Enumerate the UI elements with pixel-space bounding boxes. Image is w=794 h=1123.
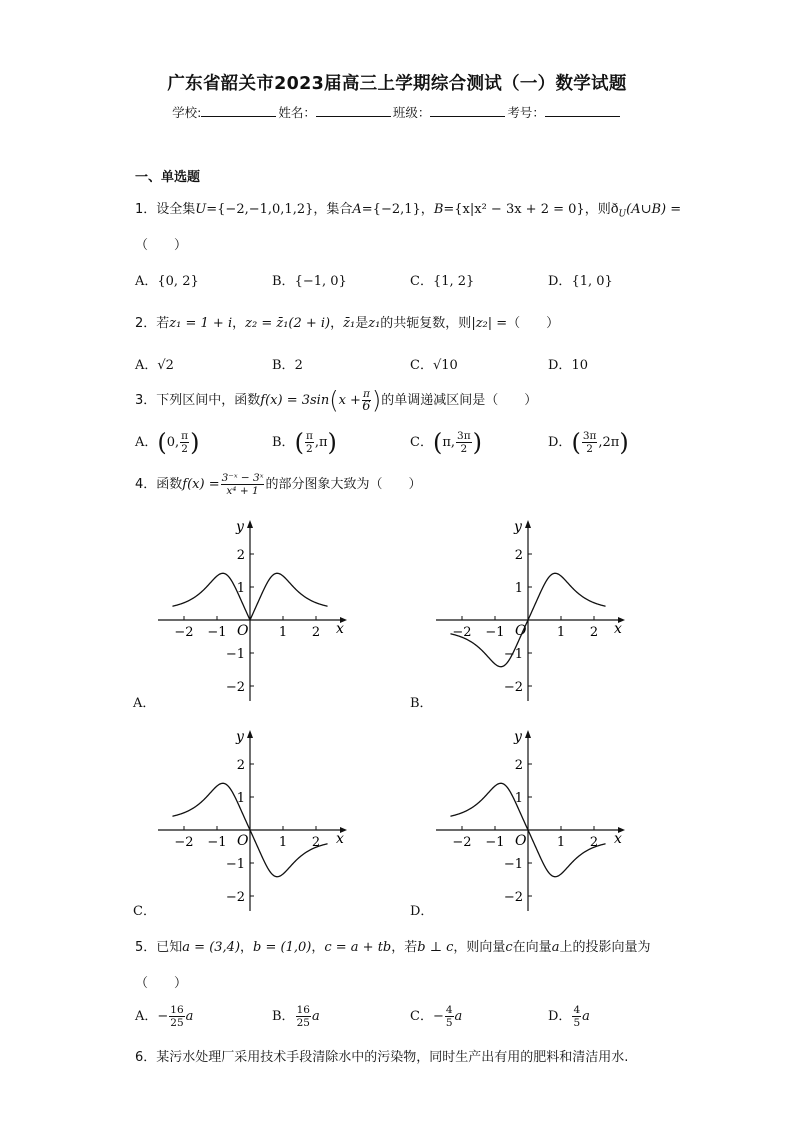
y-tick-label: −2 <box>225 890 245 905</box>
x-tick-label: 1 <box>278 625 288 640</box>
q3-frac-num: π <box>362 388 370 400</box>
x-tick-label: 1 <box>556 625 566 640</box>
q2-sep2: ， <box>330 316 344 331</box>
question-6-stem <box>135 1046 628 1065</box>
q1-option-c[interactable] <box>410 270 474 289</box>
q2-sep: ， <box>232 316 246 331</box>
q3-number: 3． <box>135 393 157 408</box>
q2-option-a[interactable] <box>135 354 174 373</box>
q5-text-2: ，若 <box>391 940 418 955</box>
q3-function: f(x) = 3sin <box>260 393 330 408</box>
x-tick-label: 2 <box>311 835 321 850</box>
x-axis-label: x <box>614 621 622 637</box>
q3-right-paren: ) <box>371 386 382 415</box>
q5-option-b-label: B． <box>272 1009 295 1024</box>
q3-a-num: π <box>181 430 189 442</box>
y-tick-label: 2 <box>514 548 523 563</box>
origin-label: O <box>515 623 527 639</box>
question-4-stem <box>135 472 421 497</box>
q5-option-d-label: D． <box>548 1009 572 1024</box>
x-tick-label: 2 <box>589 625 599 640</box>
q4-frac-num: 3⁻ˣ − 3ˣ <box>221 472 264 484</box>
y-axis-label: y <box>514 729 522 745</box>
q5-a-num: 16 <box>170 1004 184 1016</box>
q2-option-d-label: D． <box>548 358 572 373</box>
q2-option-b-value: 2 <box>294 358 303 373</box>
q5-b-num: 16 <box>296 1004 310 1016</box>
q2-number: 2． <box>135 316 157 331</box>
x-tick-label: −2 <box>174 835 194 850</box>
q3-option-b-label: B． <box>272 435 295 450</box>
q1-option-b[interactable] <box>272 270 347 289</box>
q3-a-left: 0, <box>166 435 180 450</box>
q3-option-c-label: C． <box>410 435 433 450</box>
q4-text-2: 的部分图象大致为（ ） <box>265 477 422 492</box>
q2-option-d[interactable] <box>548 354 588 373</box>
q5-c-vec: a <box>454 1009 463 1024</box>
q3-x: x + <box>338 393 361 408</box>
q5-perp: b ⊥ c <box>417 940 454 955</box>
q5-option-c-frac <box>445 1004 454 1029</box>
q2-option-c-value: √10 <box>432 358 458 373</box>
q5-sep2: ， <box>311 940 325 955</box>
section-title: 一、单选题 <box>135 170 201 185</box>
q1-option-b-label: B． <box>272 274 295 289</box>
q5-b-den: 25 <box>296 1017 310 1029</box>
x-axis-label: x <box>336 621 344 637</box>
q1-option-a[interactable] <box>135 270 199 289</box>
x-tick-label: 2 <box>589 835 599 850</box>
school-label: 学校: <box>172 105 202 120</box>
x-tick-label: −2 <box>452 835 472 850</box>
exam-no-blank[interactable] <box>545 105 620 117</box>
q4-text-1: 函数 <box>156 477 183 492</box>
y-axis-label: y <box>236 729 244 745</box>
q3-fraction <box>362 388 371 413</box>
q3-b-rparen: ) <box>327 428 337 457</box>
q4-option-c-label[interactable]: C． <box>133 904 156 919</box>
q5-c-den: 5 <box>445 1017 453 1029</box>
y-axis-label: y <box>514 519 522 535</box>
q5-c-ref: c <box>505 940 513 955</box>
q3-c-num: 3π <box>457 430 471 442</box>
q2-option-d-value: 10 <box>571 358 588 373</box>
x-tick-label: 1 <box>556 835 566 850</box>
class-label: 班级： <box>392 105 431 120</box>
y-axis-arrow <box>247 520 253 528</box>
y-tick-label: −1 <box>225 857 245 872</box>
q3-c-rparen: ) <box>472 428 482 457</box>
q5-option-a-label: A． <box>135 1009 158 1024</box>
q5-a-den: 25 <box>170 1017 184 1029</box>
origin-label: O <box>515 833 527 849</box>
q3-c-left: π, <box>442 435 456 450</box>
y-axis-arrow <box>525 520 531 528</box>
exam-no-label: 考号： <box>507 105 545 120</box>
q5-d-vec: a <box>582 1009 590 1024</box>
q4-function: f(x) = <box>182 477 220 492</box>
q3-a-frac <box>180 430 189 455</box>
name-blank[interactable] <box>316 105 391 117</box>
q1-u-symbol: U <box>195 202 207 217</box>
q5-b-vec: a <box>311 1009 320 1024</box>
q2-option-c-label: C． <box>410 358 433 373</box>
q3-d-right: ,2π <box>598 435 620 450</box>
q4-fraction <box>221 472 265 497</box>
q3-c-lparen: ( <box>432 428 443 457</box>
q3-b-lparen: ( <box>294 428 304 457</box>
q1-option-b-value: {−1, 0} <box>294 274 347 289</box>
q2-option-b-label: B． <box>272 358 295 373</box>
q5-a-ref: a <box>551 940 560 955</box>
page-title: 广东省韶关市2023届高三上学期综合测试（一）数学试题 <box>167 74 627 94</box>
q5-option-a[interactable] <box>135 1004 193 1029</box>
x-tick-label: −2 <box>174 625 194 640</box>
q2-option-b[interactable] <box>272 354 303 373</box>
q5-sep: ， <box>240 940 254 955</box>
q4-number: 4． <box>135 477 157 492</box>
x-tick-label: 1 <box>278 835 288 850</box>
q4-option-b-label[interactable]: B． <box>410 696 433 711</box>
x-tick-label: −1 <box>485 835 505 850</box>
q5-vector-b: b = (1,0) <box>253 940 312 955</box>
q5-vector-a: a = (3,4) <box>182 940 241 955</box>
q1-option-c-label: C． <box>410 274 433 289</box>
q1-complement-sub: U <box>618 209 627 220</box>
question-3-stem <box>135 388 537 413</box>
q3-option-a-label: A． <box>135 435 158 450</box>
q6-text: 某污水处理厂采用技术手段清除水中的污染物，同时生产出有用的肥料和清洁用水. <box>156 1050 629 1065</box>
q5-option-b[interactable] <box>272 1004 320 1029</box>
y-axis-arrow <box>247 730 253 738</box>
q5-a-vec: a <box>185 1009 194 1024</box>
y-tick-label: 2 <box>236 758 245 773</box>
graph-b <box>428 515 628 705</box>
q2-paren: （ ） <box>507 316 560 331</box>
student-info-line <box>0 103 794 121</box>
q5-text-3: ，则向量 <box>453 940 506 955</box>
q3-c-frac <box>456 430 472 455</box>
y-axis-label: y <box>236 519 244 535</box>
y-tick-label: 1 <box>514 581 523 596</box>
q3-d-frac <box>582 430 598 455</box>
graph-d <box>428 725 628 915</box>
q3-a-den: 2 <box>181 443 188 455</box>
q2-option-c[interactable] <box>410 354 458 373</box>
school-blank[interactable] <box>201 105 276 117</box>
q2-z1-ref: z₁ <box>368 316 381 331</box>
y-tick-label: 1 <box>514 791 523 806</box>
q3-option-c[interactable] <box>410 430 482 455</box>
q1-a-symbol: A <box>352 202 362 217</box>
q5-option-a-frac <box>169 1004 184 1029</box>
q3-d-lparen: ( <box>571 428 581 457</box>
q1-option-c-value: {1, 2} <box>432 274 475 289</box>
q5-option-c[interactable] <box>410 1004 462 1029</box>
x-tick-label: −2 <box>452 625 472 640</box>
y-tick-label: −2 <box>225 680 245 695</box>
q5-paren: （ ） <box>135 976 188 991</box>
q1-number: 1． <box>135 202 157 217</box>
q5-option-c-label: C． <box>410 1009 433 1024</box>
q2-option-a-label: A． <box>135 358 158 373</box>
q3-d-rparen: ) <box>619 428 629 457</box>
graph-c <box>150 725 350 915</box>
q3-frac-den: 6 <box>362 399 371 414</box>
q1-sep: ， <box>420 202 434 217</box>
y-tick-label: −2 <box>503 680 523 695</box>
q5-option-a-sign: − <box>157 1009 169 1024</box>
q1-option-d[interactable] <box>548 270 613 289</box>
q3-b-den: 2 <box>306 443 313 455</box>
q2-z1-bar: z̄₁ <box>343 316 356 331</box>
q2-option-a-value: √2 <box>157 358 174 373</box>
y-tick-label: −2 <box>503 890 523 905</box>
y-tick-label: 2 <box>514 758 523 773</box>
q3-b-frac <box>305 430 314 455</box>
q2-text-3: 的共轭复数，则 <box>380 316 472 331</box>
q1-text-3: ，则 <box>584 202 611 217</box>
question-2-stem <box>135 312 559 331</box>
q4-option-a-label[interactable]: A． <box>133 696 156 711</box>
question-5-stem <box>135 936 650 955</box>
y-tick-label: 2 <box>236 548 245 563</box>
q5-d-num: 4 <box>573 1004 581 1016</box>
x-tick-label: 2 <box>311 625 321 640</box>
q3-option-d[interactable] <box>548 430 629 455</box>
q6-number: 6． <box>135 1050 157 1065</box>
q5-text-5: 上的投影向量为 <box>559 940 651 955</box>
q2-z1: z₁ = 1 + i <box>169 316 233 331</box>
q1-text-1: 设全集 <box>156 202 196 217</box>
q5-option-d[interactable] <box>548 1004 590 1029</box>
q3-c-den: 2 <box>460 443 468 455</box>
x-tick-label: −1 <box>207 625 227 640</box>
q1-option-d-value: {1, 0} <box>571 274 613 289</box>
y-tick-label: −1 <box>225 647 245 662</box>
q1-option-a-value: {0, 2} <box>157 274 199 289</box>
q5-option-c-sign: − <box>432 1009 444 1024</box>
q3-b-right: ,π <box>314 435 328 450</box>
q3-option-d-label: D． <box>548 435 572 450</box>
q2-z2: z₂ = z̄₁(2 + i) <box>245 316 331 331</box>
q1-union: (A∪B) = <box>626 202 682 217</box>
question-1-stem <box>135 198 681 220</box>
q2-text-1: 若 <box>156 316 170 331</box>
y-tick-label: 1 <box>236 791 245 806</box>
q1-text-2: ，集合 <box>313 202 353 217</box>
q3-option-b[interactable] <box>272 430 337 455</box>
q1-set-b: ={x|x² − 3x + 2 = 0} <box>443 202 585 217</box>
y-tick-label: −1 <box>503 857 523 872</box>
y-tick-label: −1 <box>503 647 523 662</box>
q5-vector-c: c = a + tb <box>324 940 392 955</box>
q4-frac-den: x⁴ + 1 <box>226 485 259 497</box>
x-axis-label: x <box>336 831 344 847</box>
q2-text-2: 是 <box>355 316 369 331</box>
q3-text-2: 的单调递减区间是（ ） <box>381 393 538 408</box>
q3-b-num: π <box>305 430 313 442</box>
q3-d-num: 3π <box>582 430 597 442</box>
q1-set-u: ={−2,−1,0,1,2} <box>206 202 314 217</box>
q1-option-d-label: D． <box>548 274 572 289</box>
q3-option-a[interactable] <box>135 430 199 455</box>
q3-text-1: 下列区间中，函数 <box>156 393 261 408</box>
q1-b-symbol: B <box>433 202 444 217</box>
q3-a-rparen: ) <box>190 428 200 457</box>
q3-a-lparen: ( <box>157 428 167 457</box>
q3-left-paren: ( <box>329 386 339 415</box>
origin-label: O <box>237 833 249 849</box>
q1-option-a-label: A． <box>135 274 158 289</box>
q5-c-num: 4 <box>445 1004 453 1016</box>
y-axis-arrow <box>525 730 531 738</box>
class-blank[interactable] <box>430 105 505 117</box>
q5-text-4: 在向量 <box>512 940 552 955</box>
q3-d-den: 2 <box>586 443 593 455</box>
q2-abs: |z₂| = <box>471 316 508 331</box>
q5-number: 5． <box>135 940 157 955</box>
x-tick-label: −1 <box>485 625 505 640</box>
q5-d-den: 5 <box>573 1017 581 1029</box>
q4-option-d-label[interactable]: D． <box>410 904 434 919</box>
q1-complement-symbol: ð <box>610 202 619 217</box>
graph-a <box>150 515 350 705</box>
name-label: 姓名： <box>278 105 316 120</box>
y-tick-label: 1 <box>236 581 245 596</box>
x-axis-label: x <box>614 831 622 847</box>
q5-option-d-frac <box>572 1004 581 1029</box>
q5-option-b-frac <box>296 1004 311 1029</box>
origin-label: O <box>237 623 249 639</box>
q5-text-1: 已知 <box>156 940 183 955</box>
x-tick-label: −1 <box>207 835 227 850</box>
q1-set-a: ={−2,1} <box>361 202 421 217</box>
q1-paren: （ ） <box>135 238 188 253</box>
